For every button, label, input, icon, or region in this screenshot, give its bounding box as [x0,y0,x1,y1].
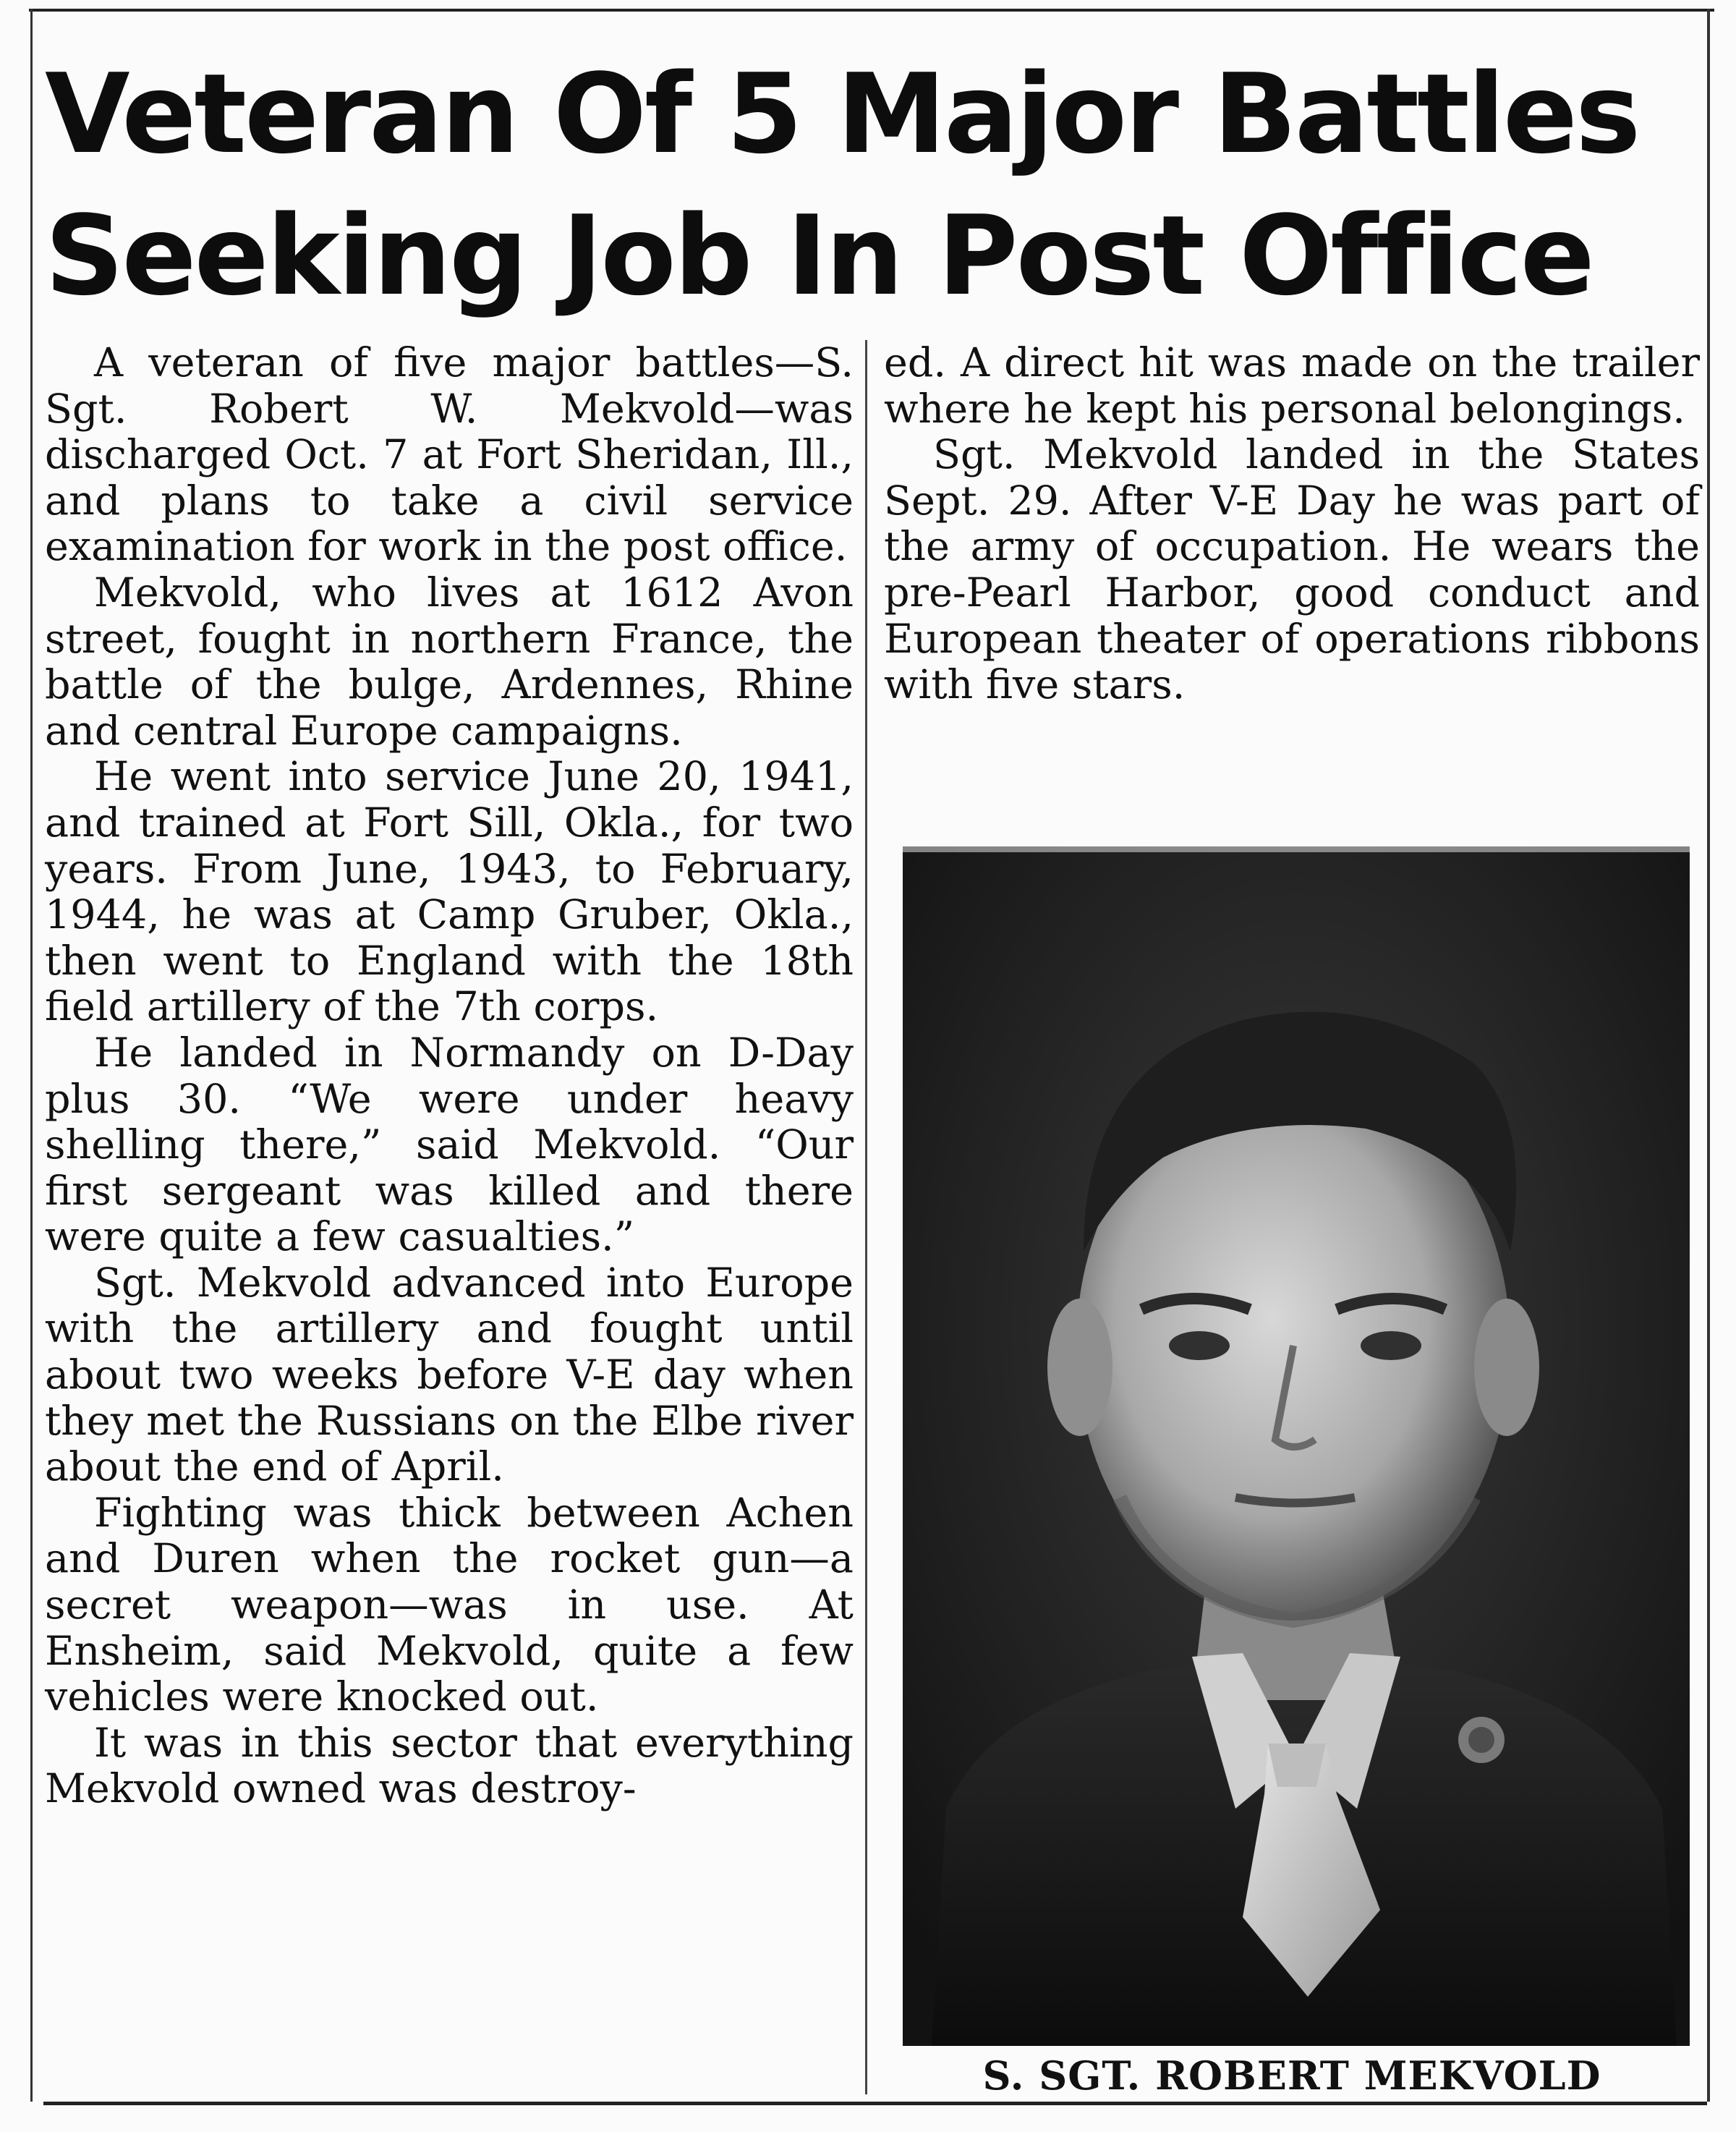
article-paragraph: A veteran of five major battles—S. Sgt. Robert W. Mekvold—was discharged Oct. 7 at Fort Sheridan, Ill., and plans to take a civil service examination for work in the post office. [45,339,854,571]
top-border-rule [29,9,1714,12]
article-paragraph: Fighting was thick between Achen and Duren when the rocket gun—a secret weapon—was in use. At Ensheim, said Mekvold, quite a few vehicles were knocked out. [45,1489,854,1721]
right-border-rule [1707,9,1710,2102]
article-paragraph: He went into service June 20, 1941, and trained at Fort Sill, Okla., for two years. From June, 1943, to February, 1944, he was at Camp Gruber, Okla., then went to England with the 18th field artillery of the 7th corps. [45,753,854,1031]
article-paragraph: Sgt. Mekvold landed in the States Sept. 29. After V-E Day he was part of the army of occupation. He wears the pre-Pearl Harbor, good conduct and European theater of operations ribbons with five stars. [884,431,1700,709]
article-paragraph: He landed in Normandy on D-Day plus 30. “We were under heavy shelling there,” said Mekvold. “Our first sergeant was killed and there were quite a few casualties.” [45,1029,854,1261]
photo-caption: S. SGT. ROBERT MEKVOLD [982,2052,1601,2099]
headline-line-1: Veteran Of 5 Major Battles [45,50,1639,178]
article-paragraph-continued: ed. A direct hit was made on the trailer where he kept his personal belongings. [884,339,1700,433]
article-paragraph: Sgt. Mekvold advanced into Europe with the artillery and fought until about two weeks before V-E day when they met the Russians on the Elbe river about the end of April. [45,1259,854,1491]
bottom-border-rule [43,2102,1707,2105]
article-paragraph: Mekvold, who lives at 1612 Avon street, fought in northern France, the battle of the bulge, Ardennes, Rhine and central Europe campaigns. [45,569,854,755]
article-paragraph: It was in this sector that everything Mekvold owned was destroy- [45,1719,854,1813]
left-border-rule [30,9,33,2102]
headline [45,43,1694,327]
article-column-left [45,340,854,1812]
portrait-photo [903,846,1690,2046]
portrait-illustration [903,846,1690,2046]
headline-line-2: Seeking Job In Post Office [45,192,1593,320]
article-column-right [884,340,1700,708]
column-divider [865,340,867,2094]
